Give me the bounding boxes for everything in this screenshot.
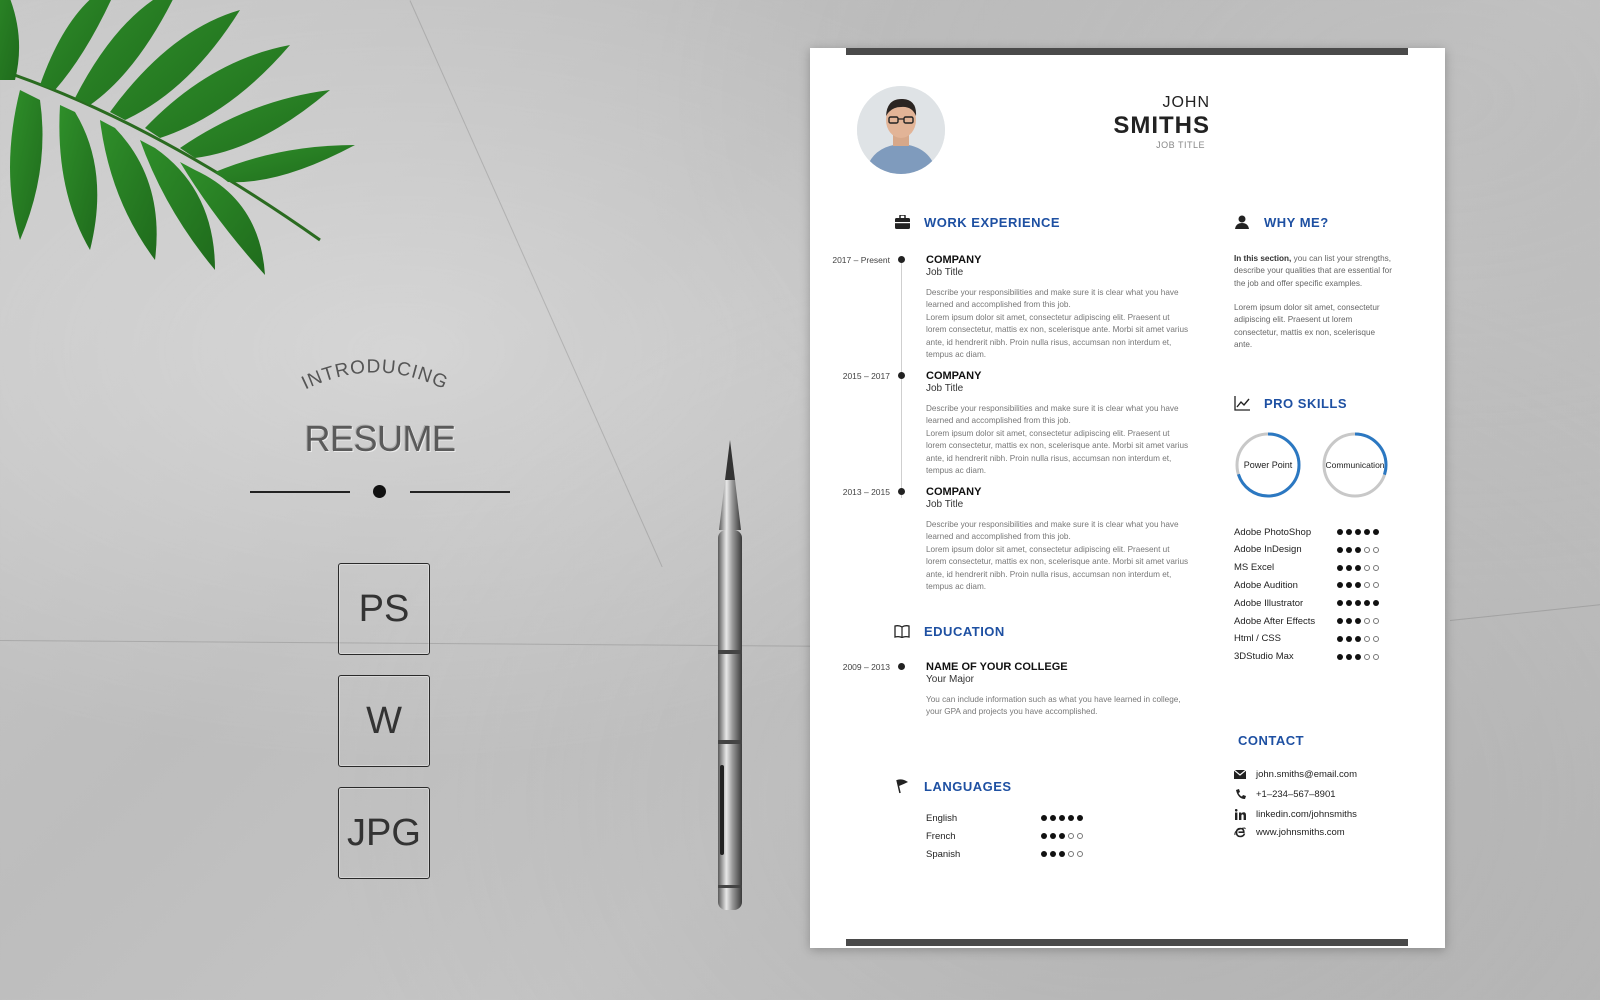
profile-photo [857, 86, 945, 174]
language-row [926, 829, 1106, 843]
why-me-body: you can list your strengths, describe your qualities that are essential for the job and offer specific examples. [1234, 254, 1392, 288]
level-dot-empty [1373, 582, 1379, 588]
education-heading [894, 623, 1005, 639]
job-role: Job Title [926, 383, 964, 394]
ring-label: Power Point [1243, 460, 1293, 470]
company-name: COMPANY [926, 370, 982, 382]
level-dot-empty [1364, 565, 1370, 571]
job-date: 2017 – Present [832, 255, 890, 265]
job-date: 2015 – 2017 [842, 371, 890, 381]
level-dot-filled [1355, 565, 1361, 571]
level-dot-filled [1041, 851, 1047, 857]
level-dot-filled [1364, 529, 1370, 535]
format-ps-badge [338, 563, 430, 655]
skill-level [1337, 529, 1379, 535]
timeline-dot [898, 256, 905, 263]
level-dot-empty [1364, 618, 1370, 624]
skill-name: 3DStudio Max [1234, 651, 1294, 663]
skill-row [1234, 525, 1394, 539]
skill-name: Adobe PhotoShop [1234, 526, 1312, 538]
level-dot-empty [1364, 547, 1370, 553]
skill-level [1337, 654, 1379, 660]
job-date: 2013 – 2015 [842, 487, 890, 497]
languages-heading [894, 778, 1012, 794]
section-title: EDUCATION [924, 623, 1005, 639]
level-dot-empty [1373, 618, 1379, 624]
timeline-dot [898, 372, 905, 379]
wall-crack [410, 0, 663, 567]
contact-linkedin[interactable] [1234, 808, 1357, 820]
language-level [1041, 815, 1083, 821]
description-intro: Describe your responsibilities and make sure it is clear what you have learned and accomplished from this job. [926, 520, 1179, 542]
description-body: Lorem ipsum dolor sit amet, consectetur adipiscing elit. Praesent ut lorem consectetur, mattis ex non, scelerisque ante. Morbi sit amet varius ante, id hendrerit nibh. Proin nulla risus, accumsan non interdum et, tempus ac diam. [926, 544, 1189, 592]
format-label: PS [358, 587, 410, 630]
section-title: WORK EXPERIENCE [924, 214, 1061, 230]
level-dot-filled [1373, 600, 1379, 606]
skill-row [1234, 650, 1394, 664]
skill-level [1337, 582, 1379, 588]
phone-icon [1234, 788, 1246, 800]
company-name: COMPANY [926, 254, 982, 266]
level-dot-filled [1059, 851, 1065, 857]
level-dot-filled [1337, 654, 1343, 660]
level-dot-filled [1337, 600, 1343, 606]
level-dot-filled [1355, 636, 1361, 642]
top-bar [846, 48, 1408, 55]
job-description [926, 519, 1191, 593]
wall-crack [1450, 603, 1600, 621]
description-body: Lorem ipsum dolor sit amet, consectetur adipiscing elit. Praesent ut lorem consectetur, mattis ex non, scelerisque ante. Morbi sit amet varius ante, id hendrerit nibh. Proin nulla risus, accumsan non interdum et, tempus ac diam. [926, 312, 1189, 360]
level-dot-filled [1355, 618, 1361, 624]
level-dot-empty [1068, 833, 1074, 839]
linkedin-icon [1234, 808, 1246, 820]
person-icon [1234, 214, 1250, 230]
level-dot-empty [1077, 851, 1083, 857]
level-dot-filled [1041, 833, 1047, 839]
skill-level [1337, 618, 1379, 624]
level-dot-filled [1337, 582, 1343, 588]
flag-icon [894, 778, 910, 794]
why-me-heading [1234, 214, 1329, 230]
skill-row [1234, 578, 1394, 592]
skill-name: Html / CSS [1234, 633, 1281, 645]
skill-level [1337, 600, 1379, 606]
level-dot-empty [1364, 636, 1370, 642]
skill-level [1337, 565, 1379, 571]
education-date: 2009 – 2013 [842, 662, 890, 672]
level-dot-filled [1050, 851, 1056, 857]
level-dot-filled [1346, 565, 1352, 571]
level-dot-filled [1337, 547, 1343, 553]
divider-right [410, 491, 510, 493]
language-name: Spanish [926, 848, 961, 860]
contact-website[interactable] [1234, 826, 1345, 838]
contact-text: linkedin.com/johnsmiths [1256, 808, 1357, 820]
level-dot-filled [1337, 618, 1343, 624]
envelope-icon [1234, 768, 1246, 780]
company-name: COMPANY [926, 486, 982, 498]
level-dot-empty [1364, 582, 1370, 588]
job-role: Job Title [926, 267, 964, 278]
level-dot-filled [1355, 582, 1361, 588]
level-dot-empty [1077, 833, 1083, 839]
pen-decoration [705, 440, 755, 910]
why-me-lead: In this section, [1234, 254, 1292, 263]
level-dot-filled [1059, 815, 1065, 821]
level-dot-empty [1373, 565, 1379, 571]
first-name: JOHN [1162, 94, 1210, 111]
resume-heading: RESUME [304, 418, 456, 459]
level-dot-filled [1355, 547, 1361, 553]
language-name: French [926, 830, 956, 842]
contact-text: www.johnsmiths.com [1256, 826, 1345, 838]
level-dot-filled [1050, 833, 1056, 839]
contact-email[interactable] [1234, 768, 1357, 780]
palm-leaf-decoration [0, 0, 380, 300]
pro-skills-heading [1234, 395, 1347, 411]
job-role: Job Title [926, 499, 964, 510]
level-dot-empty [1068, 851, 1074, 857]
level-dot-filled [1355, 654, 1361, 660]
education-description: You can include information such as what you have learned in college, your GPA and projects you have accomplished. [926, 695, 1181, 717]
level-dot-filled [1059, 833, 1065, 839]
language-row [926, 811, 1106, 825]
level-dot-empty [1373, 547, 1379, 553]
format-word-badge [338, 675, 430, 767]
skill-name: Adobe Audition [1234, 579, 1298, 591]
skill-name: Adobe InDesign [1234, 544, 1302, 556]
language-name: English [926, 812, 958, 824]
level-dot-empty [1373, 636, 1379, 642]
contact-text: john.smiths@email.com [1256, 768, 1357, 780]
level-dot-filled [1346, 654, 1352, 660]
skill-name: MS Excel [1234, 562, 1275, 574]
section-title: LANGUAGES [924, 778, 1012, 794]
book-icon [894, 623, 910, 639]
level-dot-empty [1373, 654, 1379, 660]
divider-dot [373, 485, 386, 498]
skill-name: Adobe Illustrator [1234, 597, 1304, 609]
language-level [1041, 833, 1083, 839]
browser-icon [1234, 826, 1246, 838]
description-intro: Describe your responsibilities and make sure it is clear what you have learned and accomplished from this job. [926, 404, 1179, 426]
timeline-dot [898, 488, 905, 495]
format-label: W [366, 699, 402, 742]
level-dot-filled [1346, 600, 1352, 606]
level-dot-filled [1337, 636, 1343, 642]
last-name: SMITHS [1113, 112, 1210, 139]
language-row [926, 847, 1106, 861]
level-dot-filled [1346, 529, 1352, 535]
level-dot-empty [1364, 654, 1370, 660]
skill-row [1234, 596, 1394, 610]
skill-row [1234, 561, 1394, 575]
language-level [1041, 851, 1083, 857]
skill-row [1234, 614, 1394, 628]
college-major: Your Major [926, 674, 974, 685]
skill-row [1234, 632, 1394, 646]
svg-text:INTRODUCING: INTRODUCING [298, 356, 452, 395]
format-label: JPG [347, 811, 421, 854]
introducing-heading [285, 340, 465, 400]
section-title: PRO SKILLS [1264, 395, 1348, 411]
work-experience-heading [894, 214, 1060, 230]
level-dot-filled [1337, 529, 1343, 535]
why-me-text-2: Lorem ipsum dolor sit amet, consectetur adipiscing elit. Praesent ut lorem consectetur, mattis ex non, scelerisque ante. [1234, 303, 1380, 350]
skill-row [1234, 543, 1394, 557]
timeline-dot [898, 663, 905, 670]
section-title: WHY ME? [1264, 214, 1329, 230]
level-dot-filled [1346, 636, 1352, 642]
skill-level [1337, 636, 1379, 642]
job-description [926, 403, 1191, 477]
divider-left [250, 491, 350, 493]
level-dot-filled [1355, 600, 1361, 606]
chart-icon [1234, 395, 1250, 411]
level-dot-filled [1346, 618, 1352, 624]
contact-text: +1–234–567–8901 [1256, 788, 1336, 800]
level-dot-filled [1346, 547, 1352, 553]
section-title: CONTACT [1238, 733, 1305, 748]
contact-phone[interactable] [1234, 788, 1336, 800]
level-dot-filled [1068, 815, 1074, 821]
format-jpg-badge [338, 787, 430, 879]
bottom-bar [846, 939, 1408, 946]
why-me-text [1234, 253, 1394, 290]
job-title: JOB TITLE [1156, 140, 1205, 150]
briefcase-icon [894, 214, 910, 230]
level-dot-filled [1041, 815, 1047, 821]
level-dot-filled [1050, 815, 1056, 821]
level-dot-filled [1077, 815, 1083, 821]
level-dot-filled [1355, 529, 1361, 535]
ring-label: Communication [1325, 460, 1385, 470]
level-dot-filled [1373, 529, 1379, 535]
skill-level [1337, 547, 1379, 553]
skill-name: Adobe After Effects [1234, 615, 1316, 627]
level-dot-filled [1346, 582, 1352, 588]
college-name: NAME OF YOUR COLLEGE [926, 661, 1068, 673]
description-body: Lorem ipsum dolor sit amet, consectetur adipiscing elit. Praesent ut lorem consectetur, mattis ex non, scelerisque ante. Morbi sit amet varius ante, id hendrerit nibh. Proin nulla risus, accumsan non interdum et, tempus ac diam. [926, 428, 1189, 476]
level-dot-filled [1364, 600, 1370, 606]
level-dot-filled [1337, 565, 1343, 571]
job-description [926, 287, 1191, 361]
contact-heading [1238, 733, 1304, 748]
resume-sheet [810, 48, 1445, 948]
description-intro: Describe your responsibilities and make sure it is clear what you have learned and accomplished from this job. [926, 288, 1179, 310]
